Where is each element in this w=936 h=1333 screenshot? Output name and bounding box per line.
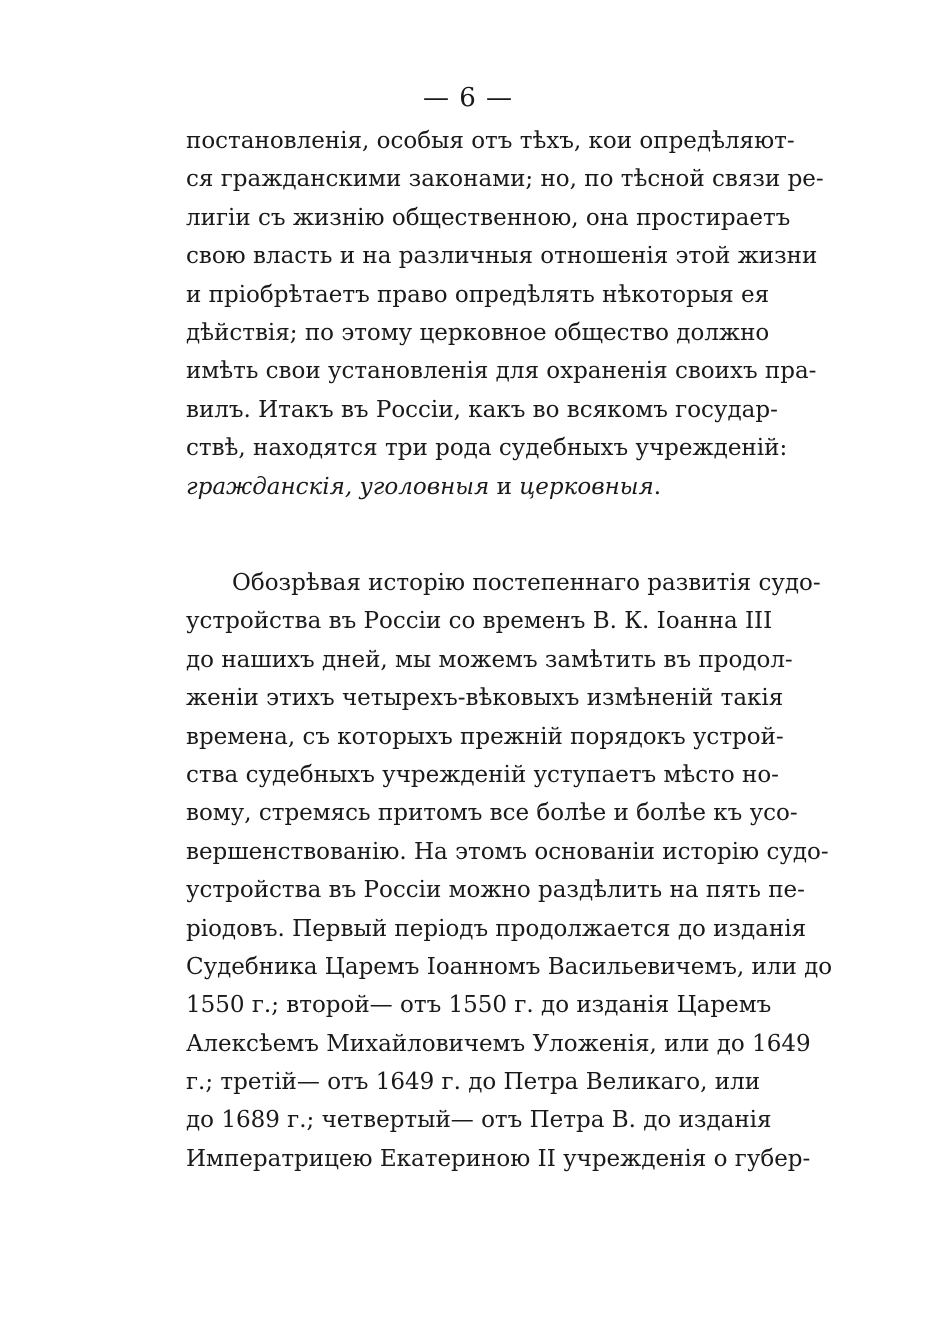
- text-line: до нашихъ дней, мы можемъ замѣтить въ продол-: [186, 646, 793, 673]
- text-line: вому, стремясь притомъ все болѣе и болѣе къ усо-: [186, 800, 798, 827]
- text-line: постановленія, особыя отъ тѣхъ, кои опредѣляют-: [186, 128, 795, 154]
- text-line: ствѣ, находятся три рода судебныхъ учрежденій:: [186, 435, 788, 462]
- text-line: имѣть свои установленія для охраненія своихъ пра-: [186, 358, 817, 385]
- text-line: Обозрѣвая исторію постепеннаго развитія судо-: [232, 570, 821, 596]
- text-line: устройства въ Россіи со временъ В. К. Іоанна III: [186, 608, 773, 635]
- text-line: Судебника Царемъ Іоанномъ Васильевичемъ, или до: [186, 953, 833, 980]
- text-line-last: [186, 468, 758, 506]
- text-line: до 1689 г.; четвертый— отъ Петра В. до изданія: [186, 1107, 772, 1134]
- text-line: ся гражданскими законами; но, по тѣсной связи ре-: [186, 166, 824, 193]
- text-line: лигіи съ жизнію общественною, она простираетъ: [186, 204, 791, 231]
- text-line: устройства въ Россіи можно раздѣлить на пять пе-: [186, 877, 805, 904]
- italic-term-criminal: уголовныя: [359, 473, 490, 500]
- text-line: и пріобрѣтаетъ право опредѣлять нѣкоторыя ея: [186, 281, 770, 308]
- text-line: дѣйствія; по этому церковное общество должно: [186, 319, 770, 346]
- text-line: времена, съ которыхъ прежній порядокъ устрой-: [186, 723, 784, 750]
- text-line: г.; третій— отъ 1649 г. до Петра Великаго, или: [186, 1069, 761, 1096]
- text-line: Алексѣемъ Михайловичемъ Уложенія, или до 1649: [186, 1030, 811, 1057]
- paragraph-2: [186, 564, 833, 1178]
- italic-term-church: церковныя: [519, 473, 654, 500]
- text-line: вилъ. Итакъ въ Россіи, какъ во всякомъ государ-: [186, 396, 778, 423]
- paragraph-1: [186, 122, 824, 506]
- sentence-end: .: [653, 473, 662, 500]
- text-line: женіи этихъ четырехъ-вѣковыхъ измѣненій такія: [186, 685, 784, 712]
- page-number: — 6 —: [422, 83, 514, 113]
- conjunction: и: [496, 473, 512, 500]
- text-line: ства судебныхъ учрежденій уступаетъ мѣсто но-: [186, 761, 779, 788]
- text-line: ріодовъ. Первый періодъ продолжается до изданія: [186, 915, 807, 942]
- text-line: свою власть и на различныя отношенія этой жизни: [186, 243, 818, 270]
- text-line: вершенствованію. На этомъ основаніи исторію судо-: [186, 838, 829, 865]
- text-line: 1550 г.; второй— отъ 1550 г. до изданія Царемъ: [186, 992, 772, 1019]
- italic-term-civil: гражданскія,: [186, 473, 353, 500]
- text-line: Императрицею Екатериною II учрежденія о губер-: [186, 1145, 811, 1172]
